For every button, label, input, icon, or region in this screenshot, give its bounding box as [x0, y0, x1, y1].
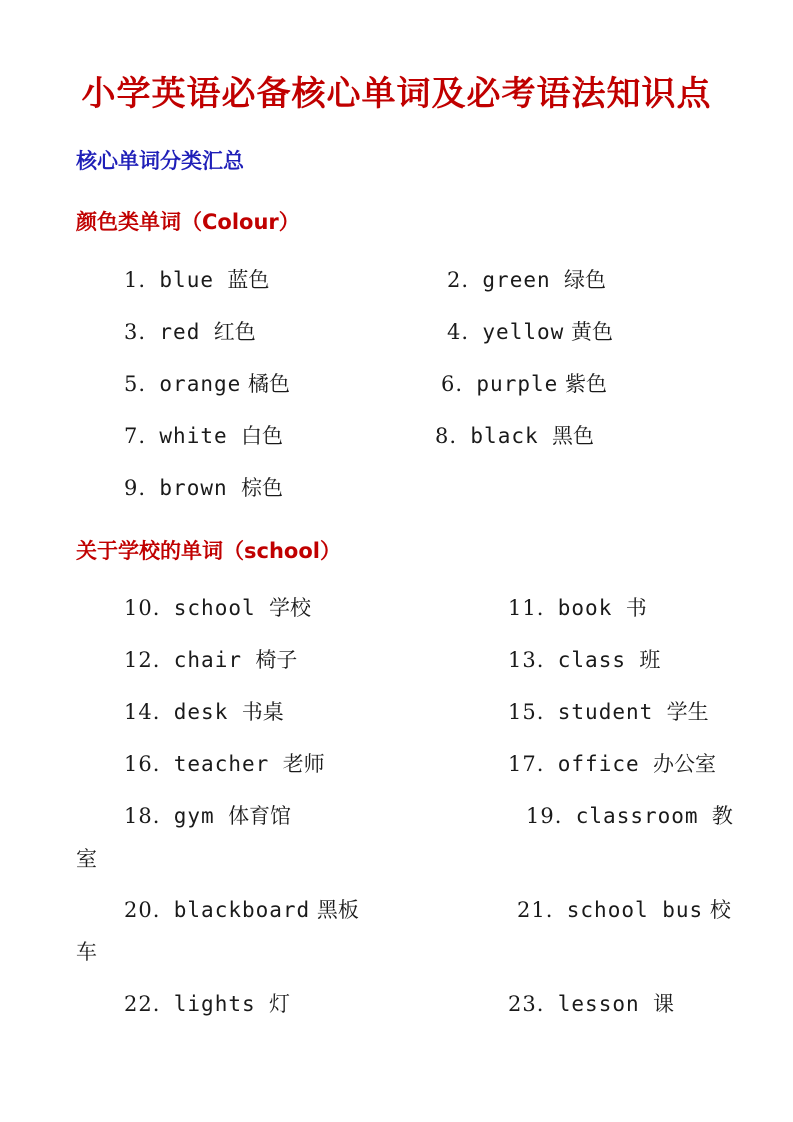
word-item: 10. school 学校 — [124, 596, 311, 620]
word-item: 15. student 学生 — [508, 700, 709, 724]
word-item: 3. red 红色 — [124, 320, 256, 344]
school-heading: 关于学校的单词（school） — [76, 539, 341, 563]
word-item: 1. blue 蓝色 — [124, 268, 270, 292]
word-item: 16. teacher 老师 — [124, 752, 325, 776]
colour-heading: 颜色类单词（Colour） — [76, 210, 300, 234]
word-item: 21. school bus 校 — [517, 898, 731, 922]
word-item: 19. classroom 教 — [526, 804, 733, 828]
word-item: 6. purple 紫色 — [441, 372, 607, 396]
word-item: 12. chair 椅子 — [124, 648, 298, 672]
word-item: 11. book 书 — [508, 596, 647, 620]
word-item: 2. green 绿色 — [447, 268, 606, 292]
word-item: 18. gym 体育馆 — [124, 804, 292, 828]
word-wrap-text: 室 — [76, 847, 97, 871]
word-item: 13. class 班 — [508, 648, 661, 672]
word-item: 14. desk 书桌 — [124, 700, 284, 724]
word-item: 17. office 办公室 — [508, 752, 716, 776]
document-title: 小学英语必备核心单词及必考语法知识点 — [81, 74, 712, 114]
word-item: 9. brown 棕色 — [124, 476, 283, 500]
word-item: 22. lights 灯 — [124, 992, 290, 1016]
word-item: 8. black 黑色 — [435, 424, 594, 448]
word-wrap-text: 车 — [76, 940, 97, 964]
word-item: 5. orange 橘色 — [124, 372, 290, 396]
word-item: 20. blackboard 黑板 — [124, 898, 359, 922]
word-item: 4. yellow 黄色 — [447, 320, 613, 344]
word-item: 23. lesson 课 — [508, 992, 674, 1016]
word-item: 7. white 白色 — [124, 424, 283, 448]
section-title: 核心单词分类汇总 — [76, 149, 244, 173]
